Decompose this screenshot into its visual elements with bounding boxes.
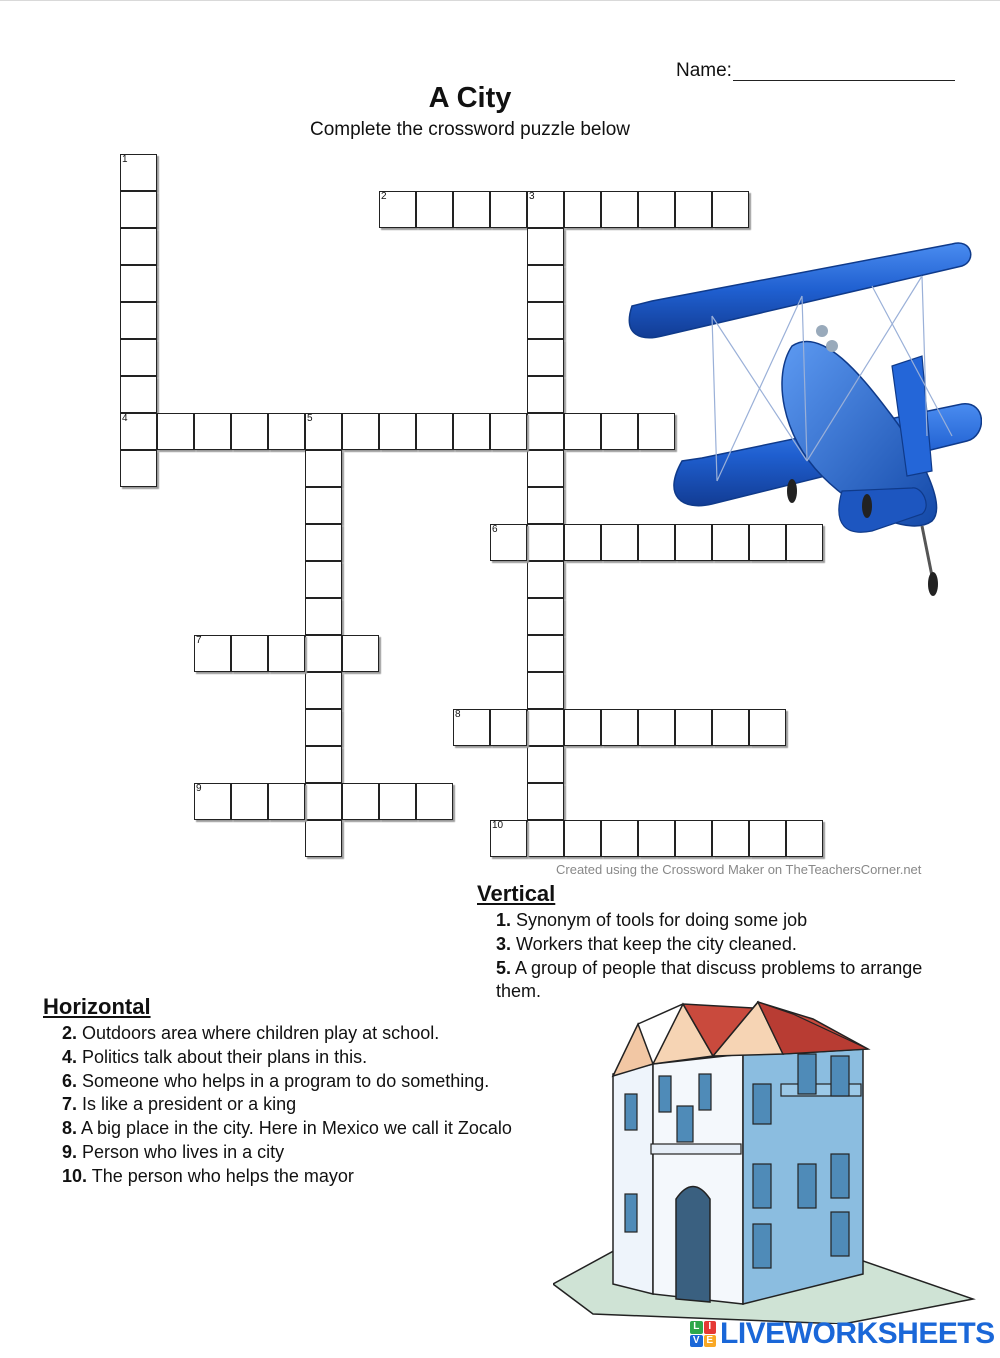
crossword-cell[interactable] [231, 783, 268, 820]
logo-letter-tile: I [704, 1321, 717, 1334]
crossword-cell[interactable] [712, 709, 749, 746]
crossword-cell[interactable] [120, 413, 157, 450]
crossword-cell[interactable] [416, 413, 453, 450]
building-illustration [553, 994, 983, 1324]
clue-number-label: 3. [496, 933, 512, 954]
clue-number: 10 [492, 820, 504, 831]
crossword-cell[interactable] [527, 413, 564, 450]
crossword-cell[interactable] [157, 413, 194, 450]
crossword-cell[interactable] [305, 709, 342, 746]
crossword-cell[interactable] [342, 635, 379, 672]
crossword-cell[interactable] [527, 265, 564, 302]
clue-number: 1 [122, 154, 128, 165]
clue-number: 8 [455, 709, 461, 720]
crossword-cell[interactable] [379, 413, 416, 450]
crossword-cell[interactable] [601, 820, 638, 857]
crossword-cell[interactable] [527, 376, 564, 413]
crossword-cell[interactable] [305, 413, 342, 450]
crossword-cell[interactable] [490, 820, 527, 857]
page-title: A City [428, 82, 512, 114]
crossword-cell[interactable] [490, 413, 527, 450]
clue-text: A group of people that discuss problems to arrange them. [496, 957, 923, 1002]
clue-number-label: 5. [496, 957, 512, 978]
crossword-cell[interactable] [453, 191, 490, 228]
clue-number-label: 1. [496, 910, 512, 930]
crossword-cell[interactable] [601, 709, 638, 746]
horizontal-clue-list [62, 1022, 532, 1189]
clue-text: Synonym of tools for doing some job [511, 910, 808, 930]
crossword-cell[interactable] [675, 820, 712, 857]
clue-number-label: 8. [62, 1118, 78, 1139]
liveworksheets-logo-icon [690, 1321, 716, 1347]
crossword-cell[interactable] [305, 783, 342, 820]
crossword-cell[interactable] [305, 635, 342, 672]
crossword-cell[interactable] [527, 709, 564, 746]
crossword-cell[interactable] [564, 709, 601, 746]
brand-text: LIVEWORKSHEETS [720, 1317, 995, 1350]
horizontal-heading: Horizontal [43, 994, 151, 1019]
crossword-cell[interactable] [120, 302, 157, 339]
crossword-cell[interactable] [527, 228, 564, 265]
clue-text: A big place in the city. Here in Mexico we call it Zocalo [77, 1118, 512, 1139]
crossword-cell[interactable] [527, 561, 564, 598]
crossword-cell[interactable] [268, 635, 305, 672]
crossword-cell[interactable] [527, 783, 564, 820]
crossword-cell[interactable] [601, 191, 638, 228]
horizontal-clue [62, 1141, 532, 1165]
clue-text: Outdoors area where children play at school. [77, 1023, 440, 1043]
crossword-cell[interactable] [749, 709, 786, 746]
crossword-cell[interactable] [231, 413, 268, 450]
crossword-cell[interactable] [120, 376, 157, 413]
crossword-cell[interactable] [564, 524, 601, 561]
horizontal-clue [62, 1165, 532, 1189]
crossword-cell[interactable] [527, 598, 564, 635]
crossword-cell[interactable] [120, 450, 157, 487]
horizontal-clue [62, 1046, 532, 1070]
vertical-heading: Vertical [477, 881, 556, 906]
vertical-clue-list [496, 909, 966, 1004]
crossword-cell[interactable] [268, 413, 305, 450]
logo-letter-tile: V [690, 1335, 703, 1348]
crossword-cell[interactable] [305, 450, 342, 487]
clue-number: 4 [122, 413, 128, 424]
crossword-cell[interactable] [527, 487, 564, 524]
clue-text: The person who helps the mayor [87, 1165, 354, 1186]
crossword-cell[interactable] [342, 783, 379, 820]
crossword-cell[interactable] [490, 524, 527, 561]
crossword-cell[interactable] [305, 524, 342, 561]
crossword-credit: Created using the Crossword Maker on TheTeachersCorner.net [556, 862, 922, 877]
crossword-cell[interactable] [194, 635, 231, 672]
crossword-cell[interactable] [675, 709, 712, 746]
crossword-cell[interactable] [490, 709, 527, 746]
clue-number: 9 [196, 783, 202, 794]
page-subtitle: Complete the crossword puzzle below [310, 119, 630, 140]
crossword-cell[interactable] [453, 413, 490, 450]
crossword-cell[interactable] [527, 820, 564, 857]
clue-text: Workers that keep the city cleaned. [511, 933, 797, 954]
crossword-cell[interactable] [527, 746, 564, 783]
crossword-cell[interactable] [194, 413, 231, 450]
crossword-cell[interactable] [342, 413, 379, 450]
clue-number: 3 [529, 191, 535, 202]
crossword-cell[interactable] [305, 746, 342, 783]
crossword-cell[interactable] [416, 191, 453, 228]
crossword-cell[interactable] [564, 191, 601, 228]
crossword-cell[interactable] [120, 154, 157, 191]
horizontal-clue [62, 1093, 532, 1117]
crossword-cell[interactable] [416, 783, 453, 820]
crossword-cell[interactable] [527, 339, 564, 376]
liveworksheets-brand [690, 1318, 995, 1350]
crossword-cell[interactable] [712, 191, 749, 228]
logo-letter-tile: L [690, 1321, 703, 1334]
crossword-cell[interactable] [268, 783, 305, 820]
clue-text: Is like a president or a king [77, 1094, 297, 1115]
vertical-clue [496, 933, 966, 957]
clue-number: 6 [492, 524, 498, 535]
crossword-cell[interactable] [638, 820, 675, 857]
name-label: Name: [676, 60, 732, 81]
clue-text: Politics talk about their plans in this. [77, 1046, 368, 1067]
crossword-cell[interactable] [305, 820, 342, 857]
clue-text: Person who lives in a city [77, 1141, 285, 1162]
crossword-cell[interactable] [527, 672, 564, 709]
crossword-cell[interactable] [527, 450, 564, 487]
airplane-illustration [622, 236, 982, 606]
vertical-clue [496, 909, 966, 933]
crossword-cell[interactable] [638, 709, 675, 746]
horizontal-clue [62, 1117, 532, 1141]
crossword-cell[interactable] [305, 672, 342, 709]
crossword-cell[interactable] [564, 413, 601, 450]
crossword-cell[interactable] [527, 191, 564, 228]
clue-number-label: 2. [62, 1023, 78, 1043]
logo-letter-tile: E [704, 1335, 717, 1348]
crossword-cell[interactable] [305, 487, 342, 524]
crossword-cell[interactable] [527, 524, 564, 561]
crossword-cell[interactable] [120, 228, 157, 265]
crossword-cell[interactable] [379, 191, 416, 228]
crossword-cell[interactable] [749, 820, 786, 857]
clue-number: 7 [196, 635, 202, 646]
crossword-cell[interactable] [120, 339, 157, 376]
crossword-cell[interactable] [194, 783, 231, 820]
clue-number: 2 [381, 191, 387, 202]
crossword-cell[interactable] [527, 635, 564, 672]
crossword-cell[interactable] [120, 265, 157, 302]
horizontal-clue [62, 1022, 532, 1046]
clue-number-label: 10. [62, 1165, 88, 1186]
clue-number-label: 6. [62, 1070, 78, 1091]
crossword-cell[interactable] [120, 191, 157, 228]
crossword-cell[interactable] [490, 191, 527, 228]
crossword-cell[interactable] [786, 820, 823, 857]
crossword-cell[interactable] [379, 783, 416, 820]
crossword-cell[interactable] [564, 820, 601, 857]
clue-number-label: 7. [62, 1094, 78, 1115]
clue-number-label: 9. [62, 1141, 78, 1162]
clue-number: 5 [307, 413, 313, 424]
crossword-cell[interactable] [305, 561, 342, 598]
crossword-cell[interactable] [231, 635, 268, 672]
clue-number-label: 4. [62, 1046, 78, 1067]
crossword-cell[interactable] [453, 709, 490, 746]
crossword-cell[interactable] [638, 191, 675, 228]
horizontal-clue [62, 1070, 532, 1094]
crossword-cell[interactable] [712, 820, 749, 857]
clue-text: Someone who helps in a program to do something. [77, 1070, 490, 1091]
crossword-cell[interactable] [305, 598, 342, 635]
crossword-cell[interactable] [675, 191, 712, 228]
crossword-cell[interactable] [527, 302, 564, 339]
